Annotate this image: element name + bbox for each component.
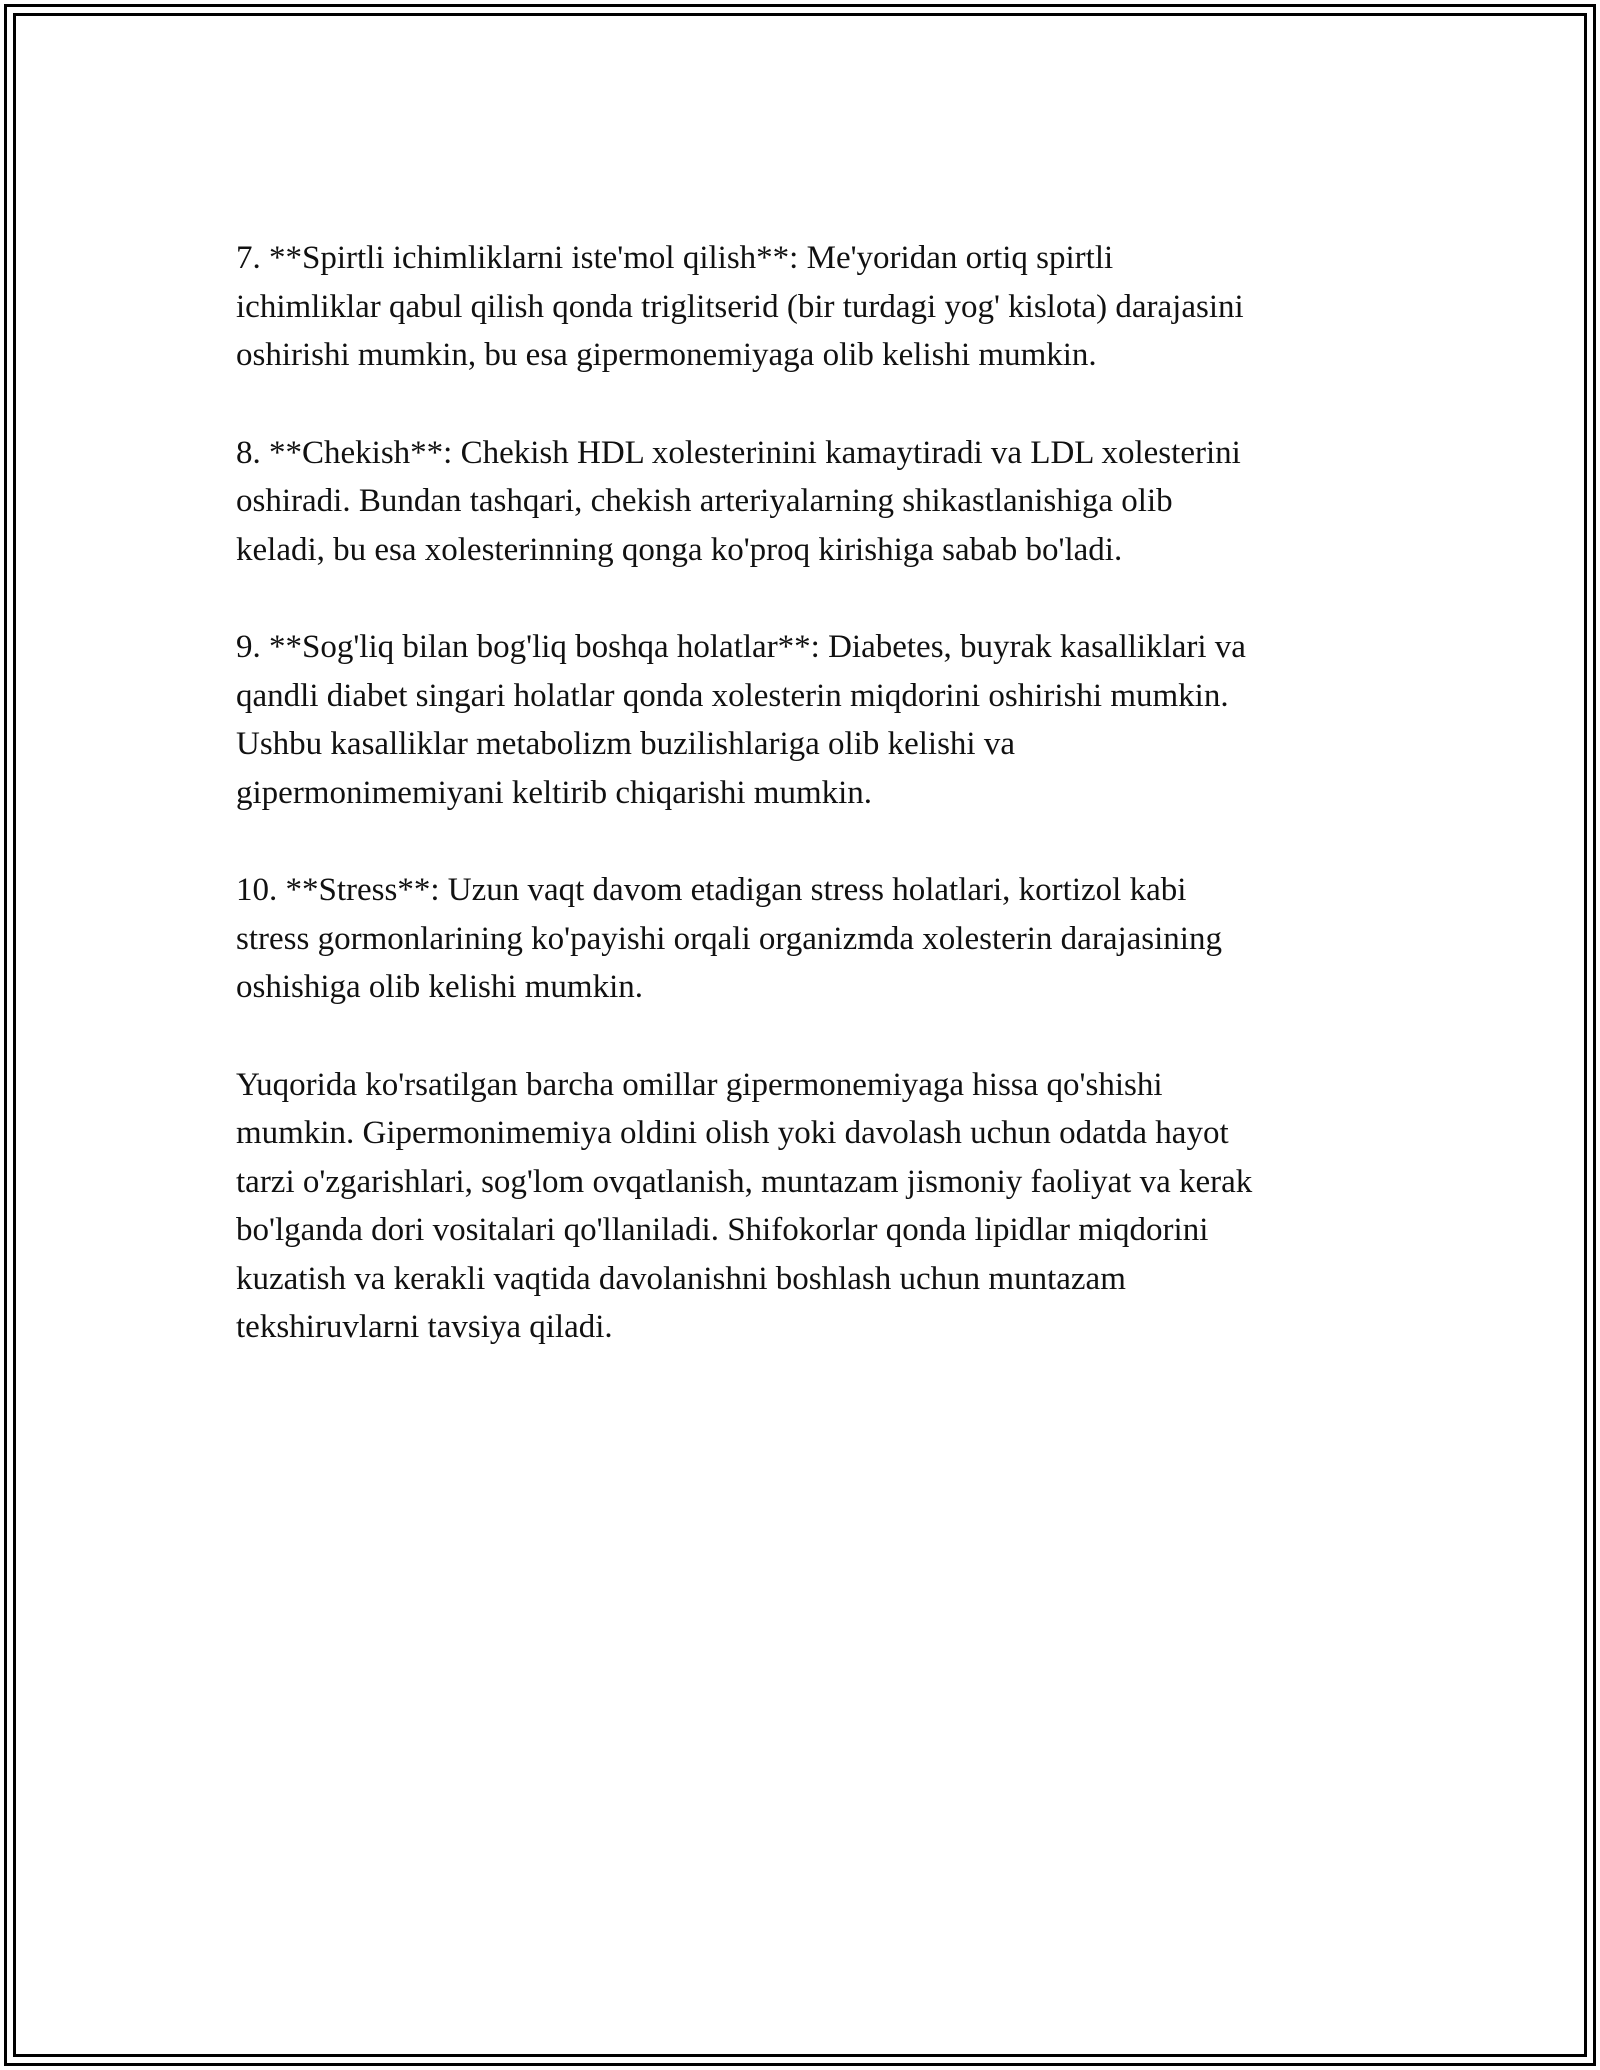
text-line: qandli diabet singari holatlar qonda xolesterin miqdorini oshirishi mumkin.: [236, 677, 1229, 714]
text-line: gipermonimemiyani keltirib chiqarishi mumkin.: [236, 774, 873, 811]
paragraph-stress: [236, 866, 1376, 1012]
text-line: 9. **Sog'liq bilan bog'liq boshqa holatlar**: Diabetes, buyrak kasalliklari va: [236, 629, 1246, 665]
text-line: ichimliklar qabul qilish qonda triglitserid (bir turdagi yog' kislota) darajasini: [236, 288, 1244, 325]
text-line: 10. **Stress**: Uzun vaqt davom etadigan stress holatlari, kortizol kabi: [236, 872, 1187, 908]
text-line: 7. **Spirtli ichimliklarni iste'mol qilish**: Me'yoridan ortiq spirtli: [236, 240, 1114, 276]
text-line: tarzi o'zgarishlari, sog'lom ovqatlanish, muntazam jismoniy faoliyat va kerak: [236, 1163, 1253, 1200]
text-line: 8. **Chekish**: Chekish HDL xolesterinini kamaytiradi va LDL xolesterini: [236, 434, 1241, 471]
text-line: Ushbu kasalliklar metabolizm buzilishlariga olib kelishi va: [236, 726, 1015, 762]
paragraph-smoking: [236, 429, 1376, 575]
text-line: Yuqorida ko'rsatilgan barcha omillar gipermonemiyaga hissa qo'shishi: [236, 1066, 1163, 1103]
text-line: oshishiga olib kelishi mumkin.: [236, 969, 644, 1005]
paragraph-alcohol: [236, 234, 1376, 380]
text-line: stress gormonlarining ko'payishi orqali organizmda xolesterin darajasining: [236, 920, 1222, 957]
text-line: mumkin. Gipermonimemiya oldini olish yoki davolash uchun odatda hayot: [236, 1115, 1229, 1151]
paragraph-health-conditions: [236, 623, 1376, 817]
text-line: tekshiruvlarni tavsiya qiladi.: [236, 1309, 613, 1345]
text-line: oshirishi mumkin, bu esa gipermonemiyaga olib kelishi mumkin.: [236, 337, 1097, 373]
paragraph-summary: [236, 1061, 1376, 1352]
text-line: kuzatish va kerakli vaqtida davolanishni boshlash uchun muntazam: [236, 1260, 1126, 1297]
text-line: bo'lganda dori vositalari qo'llaniladi. Shifokorlar qonda lipidlar miqdorini: [236, 1212, 1209, 1248]
text-line: oshiradi. Bundan tashqari, chekish arteriyalarning shikastlanishiga olib: [236, 483, 1173, 519]
document-body: [236, 234, 1376, 1401]
text-line: keladi, bu esa xolesterinning qonga ko'proq kirishiga sabab bo'ladi.: [236, 531, 1123, 568]
